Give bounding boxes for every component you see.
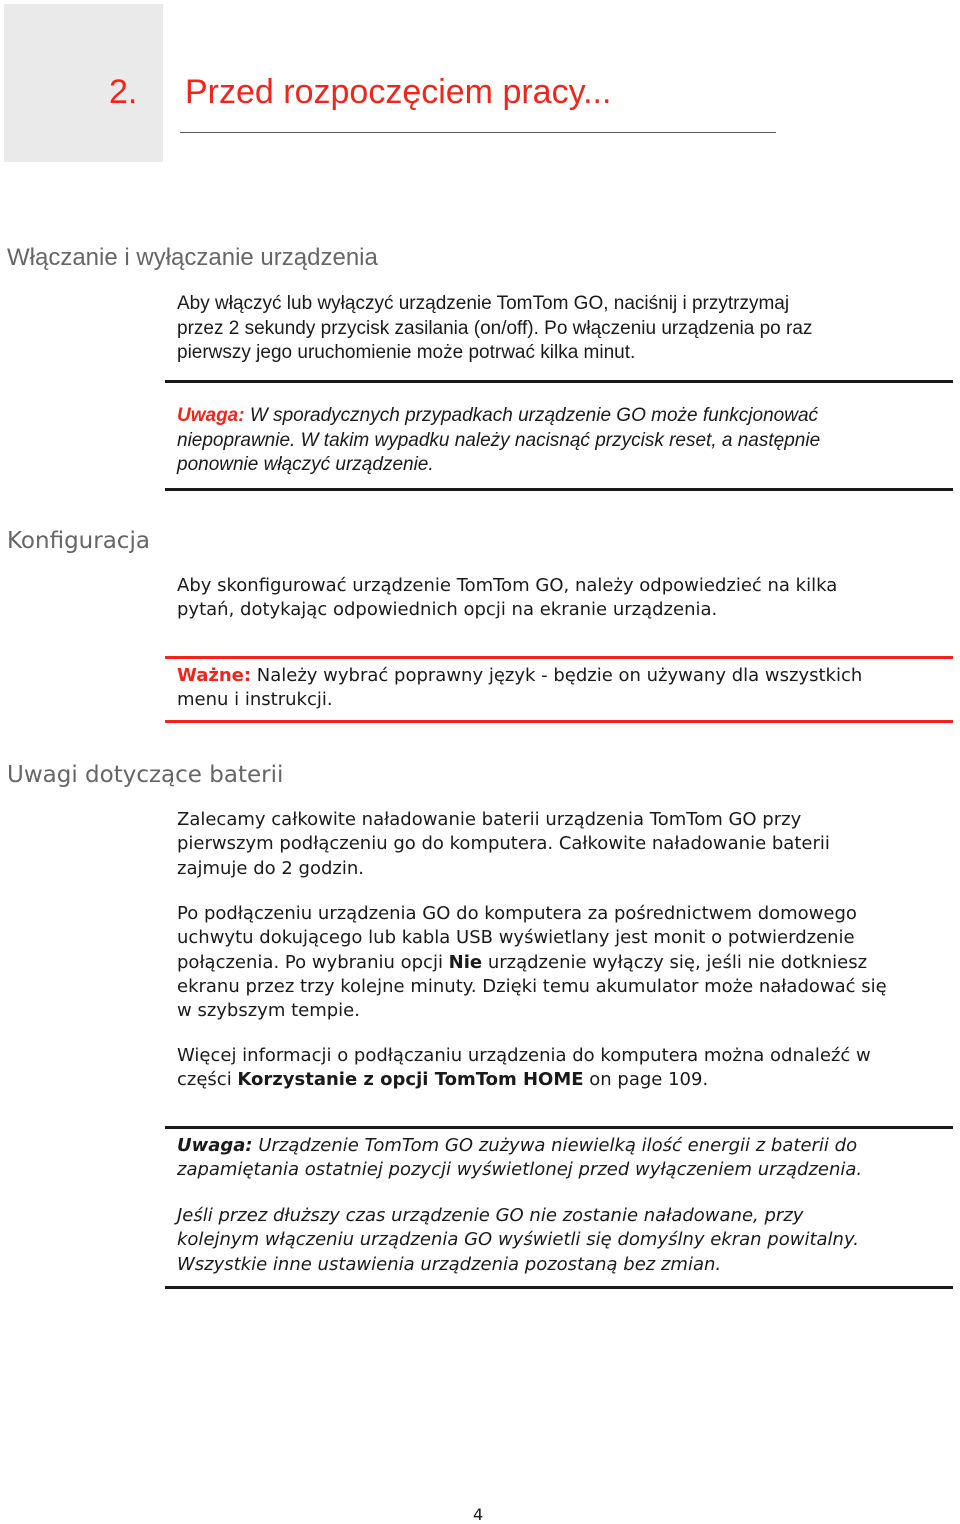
section-heading-battery: Uwagi dotyczące baterii [7, 762, 284, 788]
config-paragraph [177, 574, 957, 623]
important-label: Ważne: [177, 665, 252, 686]
section-heading-config: Konfiguracja [7, 528, 150, 554]
text-run: części [177, 1069, 238, 1091]
note-text: W sporadycznych przypadkach urządzenie GO może funkcjonować [244, 405, 819, 426]
note-bottom-rule [165, 1286, 953, 1289]
battery-paragraph-2 [177, 902, 957, 1023]
text-run: połączenia. Po wybraniu opcji [177, 951, 449, 973]
text-run: on page 109. [583, 1069, 709, 1091]
note-line: kolejnym włączeniu urządzenia GO wyświetli się domyślny ekran powitalny. [177, 1229, 859, 1251]
paragraph-line [177, 1068, 957, 1092]
note-line [177, 404, 957, 429]
note-bottom-rule [165, 488, 953, 491]
power-note [177, 404, 957, 478]
paragraph-line: pierwszy jego uruchomienie może potrwać kilka minut. [177, 342, 636, 363]
paragraph-line: w szybszym tempie. [177, 1000, 360, 1022]
paragraph-line [177, 951, 957, 975]
note-line [177, 664, 957, 688]
power-paragraph [177, 292, 957, 366]
important-top-rule [165, 656, 953, 659]
paragraph-line: Aby włączyć lub wyłączyć urządzenie TomTom GO, naciśnij i przytrzymaj [177, 293, 790, 314]
battery-note [177, 1134, 957, 1183]
note-line: ponownie włączyć urządzenie. [177, 454, 434, 475]
option-nie: Nie [448, 951, 483, 973]
text-run: urządzenie wyłączy się, jeśli nie dotkniesz [482, 951, 868, 973]
note-line: menu i instrukcji. [177, 689, 333, 711]
note-line [177, 1134, 957, 1158]
paragraph-line: Zalecamy całkowite naładowanie baterii urządzenia TomTom GO przy [177, 809, 802, 830]
note-line: Jeśli przez dłuższy czas urządzenie GO nie zostanie naładowane, przy [177, 1205, 804, 1226]
note-top-rule [165, 1126, 953, 1129]
chapter-title-rule [180, 132, 776, 133]
chapter-title: Przed rozpoczęciem pracy... [185, 73, 612, 111]
note-label: Uwaga: [177, 1135, 253, 1156]
paragraph-line: pytań, dotykając odpowiednich opcji na ekranie urządzenia. [177, 599, 718, 621]
battery-paragraph-1 [177, 808, 957, 881]
chapter-number-box [4, 4, 163, 162]
paragraph-line: Aby skonfigurować urządzenie TomTom GO, należy odpowiedzieć na kilka [177, 575, 838, 596]
battery-paragraph-3 [177, 1044, 957, 1093]
chapter-number: 2. [109, 73, 138, 111]
note-text: Urządzenie TomTom GO zużywa niewielką ilość energii z baterii do [252, 1135, 858, 1156]
note-line: zapamiętania ostatniej pozycji wyświetlonej przed wyłączeniem urządzenia. [177, 1159, 863, 1181]
cross-reference-link[interactable]: Korzystanie z opcji TomTom HOME [237, 1069, 584, 1091]
paragraph-line: ekranu przez trzy kolejne minuty. Dzięki temu akumulator może naładować się [177, 975, 887, 997]
note-line: niepoprawnie. W takim wypadku należy nacisnąć przycisk reset, a następnie [177, 429, 821, 451]
paragraph-line: Po podłączeniu urządzenia GO do komputera za pośrednictwem domowego [177, 903, 857, 924]
section-heading-power: Włączanie i wyłączanie urządzenia [7, 244, 378, 271]
paragraph-line: uchwytu dokującego lub kabla USB wyświetlany jest monit o potwierdzenie [177, 927, 855, 949]
important-note [177, 664, 957, 713]
important-bottom-rule [165, 720, 953, 723]
important-text: Należy wybrać poprawny język - będzie on używany dla wszystkich [251, 665, 863, 686]
paragraph-line: zajmuje do 2 godzin. [177, 857, 364, 879]
note-label: Uwaga: [177, 405, 245, 426]
page-number: 4 [473, 1505, 484, 1524]
paragraph-line: przez 2 sekundy przycisk zasilania (on/off). Po włączeniu urządzenia po raz [177, 317, 813, 339]
battery-note-2 [177, 1204, 957, 1277]
paragraph-line: Więcej informacji o podłączaniu urządzenia do komputera można odnaleźć w [177, 1045, 871, 1066]
note-top-rule [165, 380, 953, 383]
note-line: Wszystkie inne ustawienia urządzenia pozostaną bez zmian. [177, 1253, 722, 1275]
paragraph-line: pierwszym podłączeniu go do komputera. Całkowite naładowanie baterii [177, 833, 830, 855]
